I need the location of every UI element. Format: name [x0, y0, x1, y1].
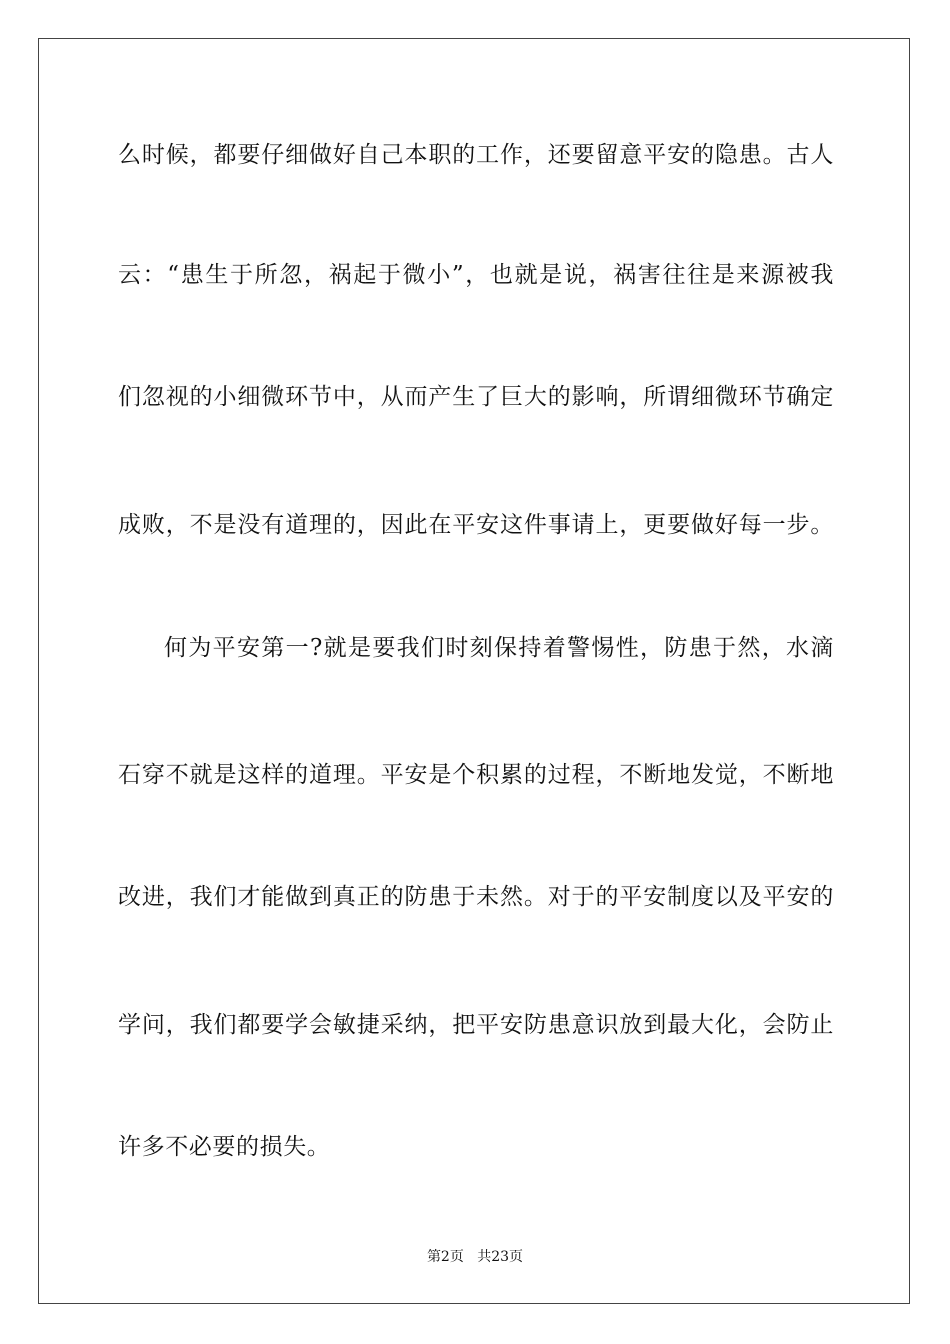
- page-border: [38, 38, 910, 1304]
- paragraph-line: 改进，我们才能做到真正的防患于未然。对于的平安制度以及平安的: [118, 884, 834, 910]
- paragraph-line: 学问，我们都要学会敏捷采纳，把平安防患意识放到最大化，会防止: [118, 1012, 834, 1038]
- paragraph-line: 云：“患生于所忽，祸起于微小”，也就是说，祸害往往是来源被我: [118, 262, 834, 288]
- page-number: 第2页: [426, 1249, 464, 1265]
- paragraph-first-line: 何为平安第一?就是要我们时刻保持着警惕性，防患于然，水滴: [164, 635, 834, 661]
- paragraph-line: 石穿不就是这样的道理。平安是个积累的过程，不断地发觉，不断地: [118, 762, 834, 788]
- paragraph-last-line: 许多不必要的损失。: [118, 1134, 331, 1160]
- paragraph-line: 们忽视的小细微环节中，从而产生了巨大的影响，所谓细微环节确定: [118, 384, 834, 410]
- page-total: 共23页: [477, 1249, 524, 1265]
- paragraph-line: 么时候，都要仔细做好自己本职的工作，还要留意平安的隐患。古人: [118, 142, 834, 168]
- paragraph-line: 成败，不是没有道理的，因此在平安这件事请上，更要做好每一步。: [118, 512, 834, 538]
- page-footer: [0, 1248, 950, 1266]
